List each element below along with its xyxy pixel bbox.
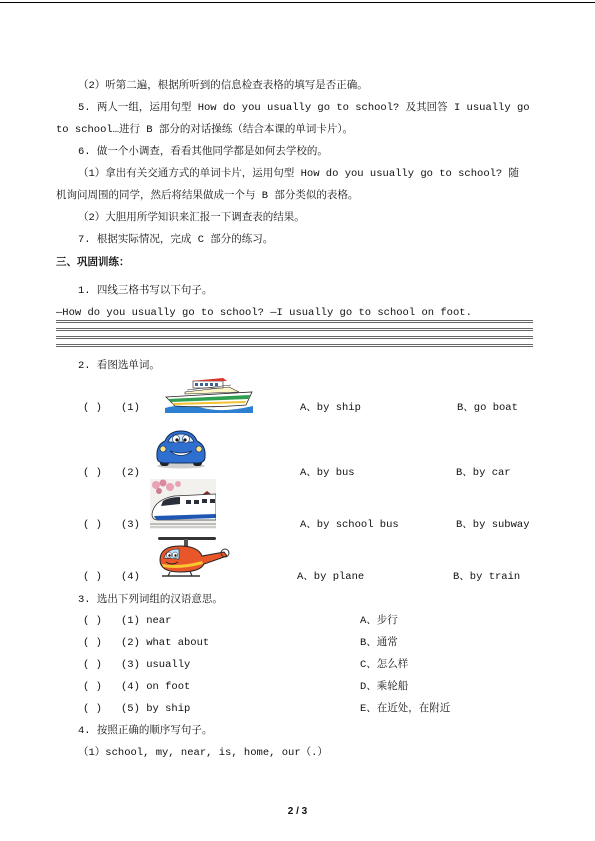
section-heading: 三、巩固训练：: [56, 257, 130, 269]
grid-line: [56, 320, 533, 323]
step-5-text-line-1: 5. 两人一组，运用句型 How do you usually go to school? 及其回答 I usually go: [78, 102, 530, 114]
option-b: B、go boat: [457, 402, 518, 414]
grid-line: [56, 328, 533, 331]
meaning-option: E、在近处，在附近: [360, 703, 451, 715]
option-b: B、by train: [453, 571, 521, 583]
question-4-prompt: 4. 按照正确的顺序写句子。: [78, 725, 213, 737]
option-a: A、by school bus: [300, 519, 399, 531]
step-6-text: 6. 做一个小调查，看看其他同学都是如何去学校的。: [78, 146, 328, 158]
option-b: B、by car: [456, 467, 511, 479]
question-2-prompt: 2. 看图选单词。: [78, 360, 160, 372]
phrase: (5) by ship: [121, 703, 191, 715]
answer-blank: ( ): [83, 659, 102, 671]
answer-blank: ( ): [83, 681, 102, 693]
grid-line: [56, 344, 533, 347]
step-4-2-text: （2）听第二遍，根据所听到的信息检查表格的填写是否正确。: [78, 80, 368, 92]
meaning-option: D、乘轮船: [360, 681, 409, 693]
question-1-sentence: —How do you usually go to school? —I usually go to school on foot.: [56, 307, 472, 319]
question-1-prompt: 1. 四线三格书写以下句子。: [78, 285, 213, 297]
question-4-item: （1）school, my, near, is, home, our（.）: [78, 747, 328, 759]
meaning-option: C、怎么样: [360, 659, 409, 671]
phrase: (4) on foot: [121, 681, 191, 693]
car-picture: [153, 427, 209, 469]
option-a: A、by plane: [297, 571, 365, 583]
phrase: (3) usually: [121, 659, 191, 671]
answer-blank: ( ): [83, 519, 102, 531]
answer-blank: ( ): [83, 703, 102, 715]
step-5-text-line-2: to school…进行 B 部分的对话操练（结合本课的单词卡片）。: [56, 124, 354, 136]
answer-blank: ( ): [83, 402, 102, 414]
answer-blank: ( ): [83, 467, 102, 479]
option-a: A、by bus: [300, 467, 355, 479]
ship-picture: [163, 375, 255, 413]
answer-blank: ( ): [83, 637, 102, 649]
question-3-prompt: 3. 选出下列词组的汉语意思。: [78, 594, 223, 606]
answer-blank: ( ): [83, 571, 102, 583]
item-number: (3): [121, 519, 140, 531]
page-number: 2 / 3: [287, 806, 308, 817]
item-number: (2): [121, 467, 140, 479]
step-6-1-text-line-2: 机询问周围的同学，然后将结果做成一个与 B 部分类似的表格。: [56, 190, 359, 202]
step-7-text: 7. 根据实际情况，完成 C 部分的练习。: [78, 234, 274, 246]
meaning-option: B、通常: [360, 637, 398, 649]
phrase: (2) what about: [121, 637, 210, 649]
train-picture: [150, 479, 216, 529]
item-number: (4): [121, 571, 140, 583]
step-6-2-text: （2）大胆用所学知识来汇报一下调查表的结果。: [78, 212, 305, 224]
answer-blank: ( ): [83, 615, 102, 627]
helicopter-picture: [150, 534, 230, 580]
grid-line: [56, 336, 533, 339]
option-b: B、by subway: [456, 519, 530, 531]
step-6-1-text-line-1: （1）拿出有关交通方式的单词卡片，运用句型 How do you usually go to school? 随: [78, 168, 520, 180]
option-a: A、by ship: [300, 402, 361, 414]
header-rule: [0, 2, 595, 3]
meaning-option: A、步行: [360, 615, 398, 627]
phrase: (1) near: [121, 615, 172, 627]
item-number: (1): [121, 402, 140, 414]
